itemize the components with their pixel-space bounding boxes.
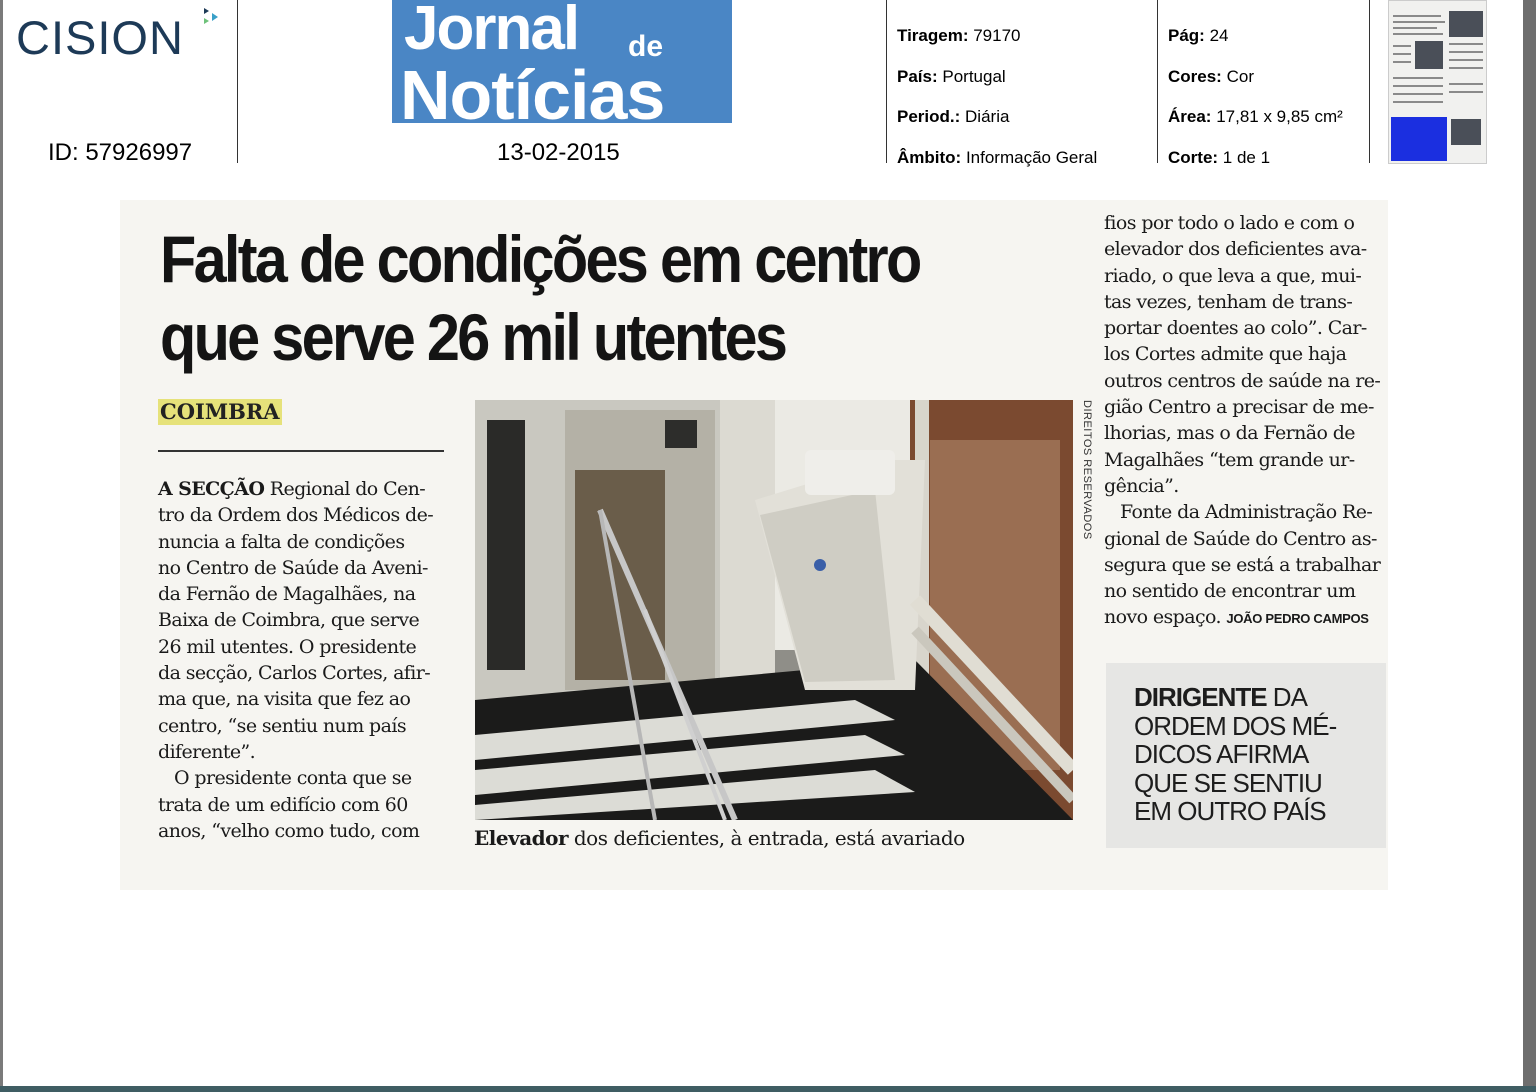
text-line: lhorias, mas o da Fernão de bbox=[1104, 422, 1355, 445]
pull-quote bbox=[1106, 663, 1386, 848]
header-divider bbox=[1157, 0, 1158, 163]
header-divider bbox=[237, 0, 238, 163]
text-line: 26 mil utentes. O presidente bbox=[158, 635, 417, 658]
header-divider bbox=[886, 0, 887, 163]
article-headline bbox=[160, 220, 920, 376]
photo-credit: DIREITOS RESERVADOS bbox=[1081, 400, 1093, 540]
text-line: gional de Saúde do Centro as- bbox=[1104, 527, 1377, 550]
meta-ambito: Âmbito: Informação Geral bbox=[897, 148, 1098, 167]
text-line: riado, o que leva a que, mui- bbox=[1104, 264, 1362, 287]
page-thumbnail[interactable] bbox=[1388, 0, 1487, 164]
meta-tiragem: Tiragem: 79170 bbox=[897, 26, 1021, 45]
text-line: los Cortes admite que haja bbox=[1104, 343, 1347, 366]
text-line: Baixa de Coimbra, que serve bbox=[158, 609, 420, 632]
text-line: O presidente conta que se bbox=[174, 767, 412, 790]
newspaper-logo bbox=[392, 0, 732, 123]
meta-area: Área: 17,81 x 9,85 cm² bbox=[1168, 107, 1343, 126]
text-line: elevador dos deficientes ava- bbox=[1104, 238, 1367, 261]
meta-pais: País: Portugal bbox=[897, 67, 1006, 86]
text-line: novo espaço. JOÃO PEDRO CAMPOS bbox=[1104, 606, 1369, 629]
meta-pag: Pág: 24 bbox=[1168, 26, 1229, 45]
text-line: fios por todo o lado e com o bbox=[1104, 212, 1355, 234]
newspaper-logo-de: de bbox=[628, 30, 664, 63]
section-kicker: COIMBRA bbox=[160, 399, 280, 424]
headline-line: que serve 26 mil utentes bbox=[160, 300, 786, 374]
meta-cores: Cores: Cor bbox=[1168, 67, 1254, 86]
text-line: tas vezes, tenham de trans- bbox=[1104, 290, 1353, 313]
meta-period: Period.: Diária bbox=[897, 107, 1010, 126]
text-line: segura que se está a trabalhar bbox=[1104, 553, 1381, 576]
headline-line: Falta de condições em centro bbox=[160, 222, 920, 296]
article-photo bbox=[475, 400, 1073, 820]
clipping-id: ID: 57926997 bbox=[48, 139, 193, 166]
text-line: Magalhães “tem grande ur- bbox=[1104, 448, 1355, 471]
photo-caption: Elevador dos deficientes, à entrada, está avariado bbox=[474, 826, 965, 850]
byline: JOÃO PEDRO CAMPOS bbox=[1226, 611, 1369, 627]
section-rule bbox=[158, 450, 444, 452]
text-line: no Centro de Saúde da Aveni- bbox=[158, 556, 428, 579]
text-line: portar doentes ao colo”. Car- bbox=[1104, 317, 1367, 340]
header-divider bbox=[1369, 0, 1370, 163]
text-line: diferente”. bbox=[158, 740, 256, 763]
newspaper-logo-line2: Notícias bbox=[400, 56, 665, 123]
article-column-2 bbox=[1104, 210, 1380, 633]
window-frame-bottom bbox=[0, 1086, 1536, 1092]
text-line: trata de um edifício com 60 bbox=[158, 793, 408, 816]
text-line: A SECÇÃO Regional do Cen- bbox=[158, 478, 426, 500]
meta-corte: Corte: 1 de 1 bbox=[1168, 148, 1271, 167]
publication-date: 13-02-2015 bbox=[497, 139, 620, 166]
text-line: tro da Ordem dos Médicos de- bbox=[158, 504, 434, 527]
text-line: gência”. bbox=[1104, 474, 1179, 497]
text-line: outros centros de saúde na re- bbox=[1104, 369, 1381, 392]
window-frame-right bbox=[1523, 0, 1536, 1092]
pull-quote-text: DIRIGENTE DA ORDEM DOS MÉ- DICOS AFIRMA QUE SE SENTIU EM OUTRO PAÍS bbox=[1134, 682, 1337, 826]
text-line: centro, “se sentiu num país bbox=[158, 714, 406, 737]
text-line: no sentido de encontrar um bbox=[1104, 580, 1356, 603]
window-frame-left bbox=[0, 0, 3, 1092]
text-line: nuncia a falta de condições bbox=[158, 530, 405, 553]
text-line: gião Centro a precisar de me- bbox=[1104, 396, 1374, 419]
newspaper-logo-line1: Jornal bbox=[404, 0, 579, 63]
text-line: da Fernão de Magalhães, na bbox=[158, 583, 416, 606]
cision-triangles-icon bbox=[202, 6, 226, 32]
text-line: Fonte da Administração Re- bbox=[1120, 501, 1373, 524]
text-line: ma que, na visita que fez ao bbox=[158, 688, 411, 711]
text-line: anos, “velho como tudo, com bbox=[158, 819, 420, 842]
text-line: da secção, Carlos Cortes, afir- bbox=[158, 662, 431, 685]
article-clipping bbox=[120, 200, 1388, 890]
lead-words: A SECÇÃO bbox=[158, 478, 265, 500]
article-column-1 bbox=[158, 476, 433, 844]
cision-logo: CISION bbox=[16, 11, 184, 64]
